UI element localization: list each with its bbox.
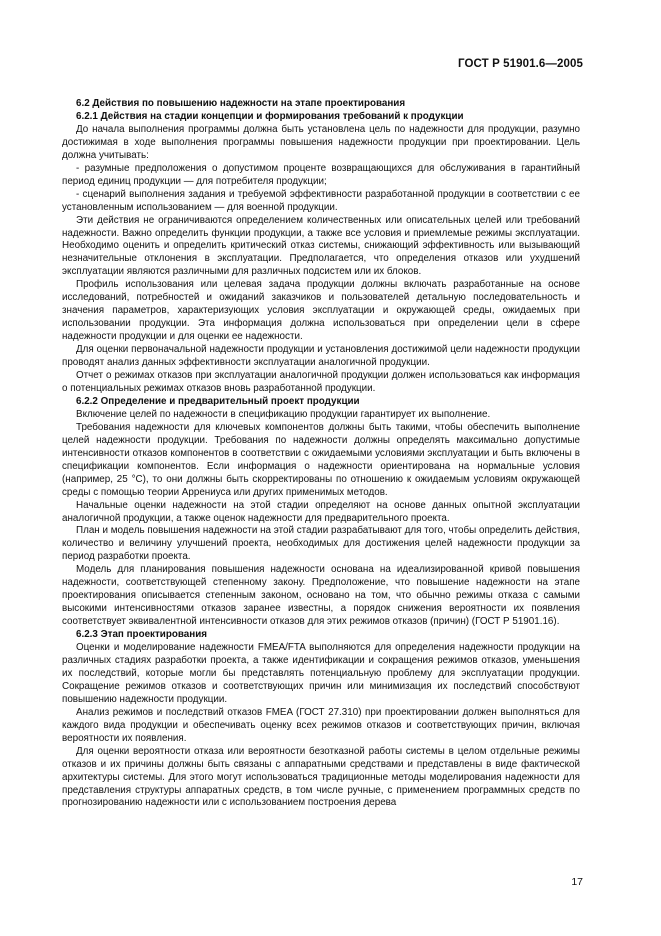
paragraph: Начальные оценки надежности на этой стадии определяют на основе данных опытной эксплуатации аналогичной продукции, а также оценок надежности для предварительного проекта. xyxy=(62,499,580,524)
paragraph: Требования надежности для ключевых компонентов должны быть такими, чтобы обеспечить выполнение целей надежности продукции. Требования по надежности должны определять максимально допустимые интенсивности отказов компонентов в соответствии с ожидаемыми условиями эксплуатации и быть включены в спецификации компонентов. Если информация о надежности ориентирована на нормальные условия (например, 25 °С), то они должны быть скорректированы по отношению к ожидаемым условиям окружающей среды с помощью теории Аррениуса или других применимых методов. xyxy=(62,421,580,498)
paragraph: Модель для планирования повышения надежности основана на идеализированной кривой повышения надежности, соответствующей степенному закону. Предположение, что повышение надежности на этапе проектирования описывается степенным законом, основано на том, что обычно режимы отказа с самыми высокими интенсивностями отказов заранее известны, а порядок снижения вероятности их появления соответствует эквивалентной интенсивности отказов для этих режимов отказов (причин) (ГОСТ Р 51901.16). xyxy=(62,564,580,628)
paragraph: Отчет о режимах отказов при эксплуатации аналогичной продукции должен использоваться как информация о потенциальных режимах отказов вновь разработанной продукции. xyxy=(62,370,580,394)
section-heading: 6.2.1 Действия на стадии концепции и формирования требований к продукции xyxy=(76,110,464,122)
page-number: 17 xyxy=(571,876,583,888)
section-heading: 6.2.2 Определение и предварительный проект продукции xyxy=(76,395,360,407)
paragraph: Оценки и моделирование надежности FMEA/FTA выполняются для определения надежности продукции на различных стадиях разработки проекта, а также идентификации и сокращения режимов отказов, уменьшения их последствий, которые могли бы представлять потенциальную проблему для эксплуатации продукции. Сокращение режимов отказов и соответствующих причин или минимизация их последствий способствуют повышению надежности продукции. xyxy=(62,642,580,705)
paragraph: Для оценки вероятности отказа или вероятности безотказной работы системы в целом отдельные режимы отказов и их причины должны быть связаны с аппаратными средствами и представлены в виде фактической архитектуры системы. Для этого могут использоваться традиционные методы моделирования надежности для представления структуры аппаратных средств, в том числе ручные, с применением программных средств по прогнозированию надежности или с использованием построения дерева xyxy=(62,745,580,809)
standard-header: ГОСТ Р 51901.6—2005 xyxy=(458,58,583,70)
section-heading: 6.2 Действия по повышению надежности на этапе проектирования xyxy=(76,98,406,109)
paragraph: Эти действия не ограничиваются определением количественных или описательных целей или требований надежности. Важно определить функции продукции, а также все условия и приемлемые режимы эксплуатации. Необходимо оценить и определить критический отказ системы, снижающий эффективность или вызывающий незначительные отклонения в эксплуатации. Предполагается, что определения отказов или ухудшений эксплуатации являются различными для различных подсистем или их блоков. xyxy=(62,214,580,278)
paragraph: До начала выполнения программы должна быть установлена цель по надежности для продукции, разумно достижимая в ходе выполнения программы повышения надежности продукции при проектировании. Цель должна учитывать: xyxy=(62,123,580,161)
section-heading: 6.2.3 Этап проектирования xyxy=(76,629,208,641)
paragraph: Анализ режимов и последствий отказов FMEA (ГОСТ 27.310) при проектировании должен выполняться для каждого вида продукции и обеспечивать оценку всех режимов отказов и соответствующих причин, включая вероятности их появления. xyxy=(62,706,580,744)
paragraph: - разумные предположения о допустимом проценте возвращающихся для обслуживания в гарантийный период единиц продукции — для потребителя продукции; xyxy=(62,162,580,187)
paragraph: Профиль использования или целевая задача продукции должны включать разработанные на основе исследований, потребностей и ожиданий заказчиков и пользователей детальную последовательность и значения параметров, характеризующих условия эксплуатации и окружающей среды, ожидаемых при использовании продукции. Эта информация должна использоваться при определении цели в сфере надежности продукции и для оценки ее надежности. xyxy=(62,279,580,343)
paragraph: Включение целей по надежности в спецификацию продукции гарантирует их выполнение. xyxy=(76,408,491,420)
paragraph: План и модель повышения надежности на этой стадии разрабатывают для того, чтобы определить действия, количество и величину улучшений проекта, необходимых для достижения целей надежности продукции за период разработки проекта. xyxy=(62,525,580,563)
paragraph: - сценарий выполнения задания и требуемой эффективности разработанной продукции в соответствии с ее установленным использованием — для военной продукции. xyxy=(62,188,580,213)
document-body xyxy=(62,98,580,810)
paragraph: Для оценки первоначальной надежности продукции и установления достижимой цели надежности продукции проводят анализ данных эффективности эксплуатации аналогичной продукции. xyxy=(62,344,580,369)
